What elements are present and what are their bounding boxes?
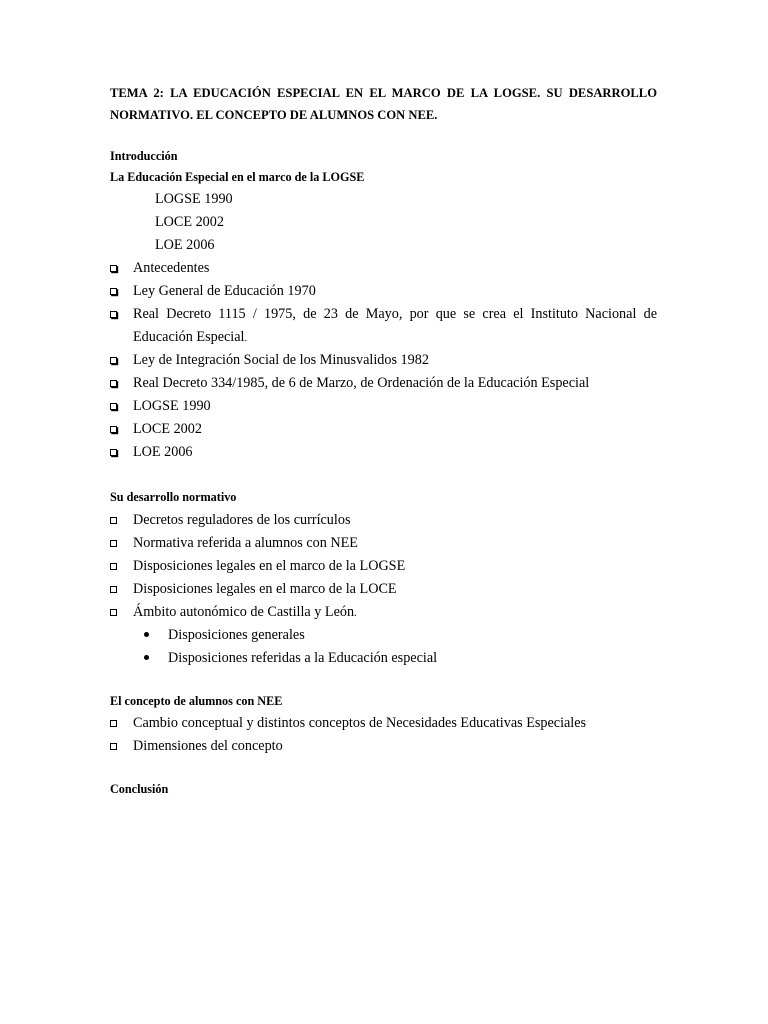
- square-bullet-icon: [110, 720, 117, 727]
- list-item-text: Decretos reguladores de los currículos: [133, 512, 351, 528]
- list-item: [110, 418, 657, 441]
- list-item-text: Ley General de Educación 1970: [133, 283, 316, 299]
- list-item-text-wrap: [133, 303, 657, 350]
- list-item: [110, 257, 657, 280]
- list-item: [110, 555, 657, 578]
- list-item-text: Normativa referida a alumnos con NEE: [133, 535, 358, 551]
- list-item-text: Disposiciones legales en el marco de la LOGSE: [133, 558, 406, 574]
- section-heading-conclusion: Conclusión: [110, 782, 169, 796]
- indented-line-3: LOE 2006: [155, 237, 215, 253]
- list-item: [110, 735, 657, 758]
- checkbox-square-icon: [110, 288, 117, 295]
- list-item: [110, 532, 657, 555]
- checkbox-square-icon: [110, 357, 117, 364]
- list-item-text: LOGSE 1990: [133, 398, 211, 414]
- section-heading-concepto: El concepto de alumnos con NEE: [110, 694, 283, 708]
- indented-line-2: LOCE 2002: [155, 214, 224, 230]
- list-item: [110, 303, 657, 350]
- checkbox-square-icon: [110, 311, 117, 318]
- list-item-text: Cambio conceptual y distintos conceptos de Necesidades Educativas Especiales: [133, 715, 587, 731]
- square-bullet-icon: [110, 743, 117, 750]
- list-item-text-wrap: [133, 601, 657, 625]
- bullet-dot-icon: [144, 632, 149, 637]
- checkbox-square-icon: [110, 380, 117, 387]
- sub-list-item: [144, 626, 305, 644]
- subheading-educacion-especial: La Educación Especial en el marco de la LOGSE: [110, 170, 365, 184]
- checkbox-square-icon: [110, 265, 117, 272]
- square-bullet-icon: [110, 540, 117, 547]
- list-item: [110, 712, 657, 735]
- indented-line-1: LOGSE 1990: [155, 191, 233, 207]
- list-item-period: .: [244, 333, 247, 344]
- list-item-text: Ley de Integración Social de los Minusvalidos 1982: [133, 352, 429, 368]
- list-item: [110, 395, 657, 418]
- section-heading-introduccion: Introducción: [110, 149, 178, 163]
- section-heading-desarrollo: Su desarrollo normativo: [110, 490, 237, 504]
- list-item: [110, 441, 657, 464]
- list-item-period: .: [354, 608, 357, 619]
- list-item: [110, 372, 657, 395]
- bullet-dot-icon: [144, 655, 149, 660]
- list-item: [110, 280, 657, 303]
- list-item: [110, 349, 657, 372]
- list-item-text: LOCE 2002: [133, 421, 202, 437]
- sub-list-item-text: Disposiciones generales: [168, 627, 305, 643]
- list-item-text: Real Decreto 1115 / 1975, de 23 de Mayo, por que se crea el Instituto Nacional de Educación Especial: [133, 306, 657, 345]
- square-bullet-icon: [110, 586, 117, 593]
- sub-list-item-text: Disposiciones referidas a la Educación especial: [168, 650, 438, 666]
- list-item-text: Antecedentes: [133, 260, 210, 276]
- list-item: [110, 601, 657, 625]
- checkbox-square-icon: [110, 403, 117, 410]
- sub-list-item: [144, 649, 437, 667]
- list-item: [110, 578, 657, 601]
- checkbox-square-icon: [110, 426, 117, 433]
- list-item-text: LOE 2006: [133, 444, 193, 460]
- list-item-text: Ámbito autonómico de Castilla y León: [133, 604, 355, 620]
- list-item-text: Disposiciones legales en el marco de la LOCE: [133, 581, 397, 597]
- list-item: [110, 509, 657, 532]
- list-item-text: Dimensiones del concepto: [133, 738, 283, 754]
- checkbox-square-icon: [110, 449, 117, 456]
- square-bullet-icon: [110, 517, 117, 524]
- square-bullet-icon: [110, 563, 117, 570]
- list-item-text: Real Decreto 334/1985, de 6 de Marzo, de Ordenación de la Educación Especial: [133, 375, 590, 391]
- square-bullet-icon: [110, 609, 117, 616]
- document-title: TEMA 2: LA EDUCACIÓN ESPECIAL EN EL MARCO DE LA LOGSE. SU DESARROLLO NORMATIVO. EL CONCEPTO DE ALUMNOS CON NEE.: [110, 86, 657, 122]
